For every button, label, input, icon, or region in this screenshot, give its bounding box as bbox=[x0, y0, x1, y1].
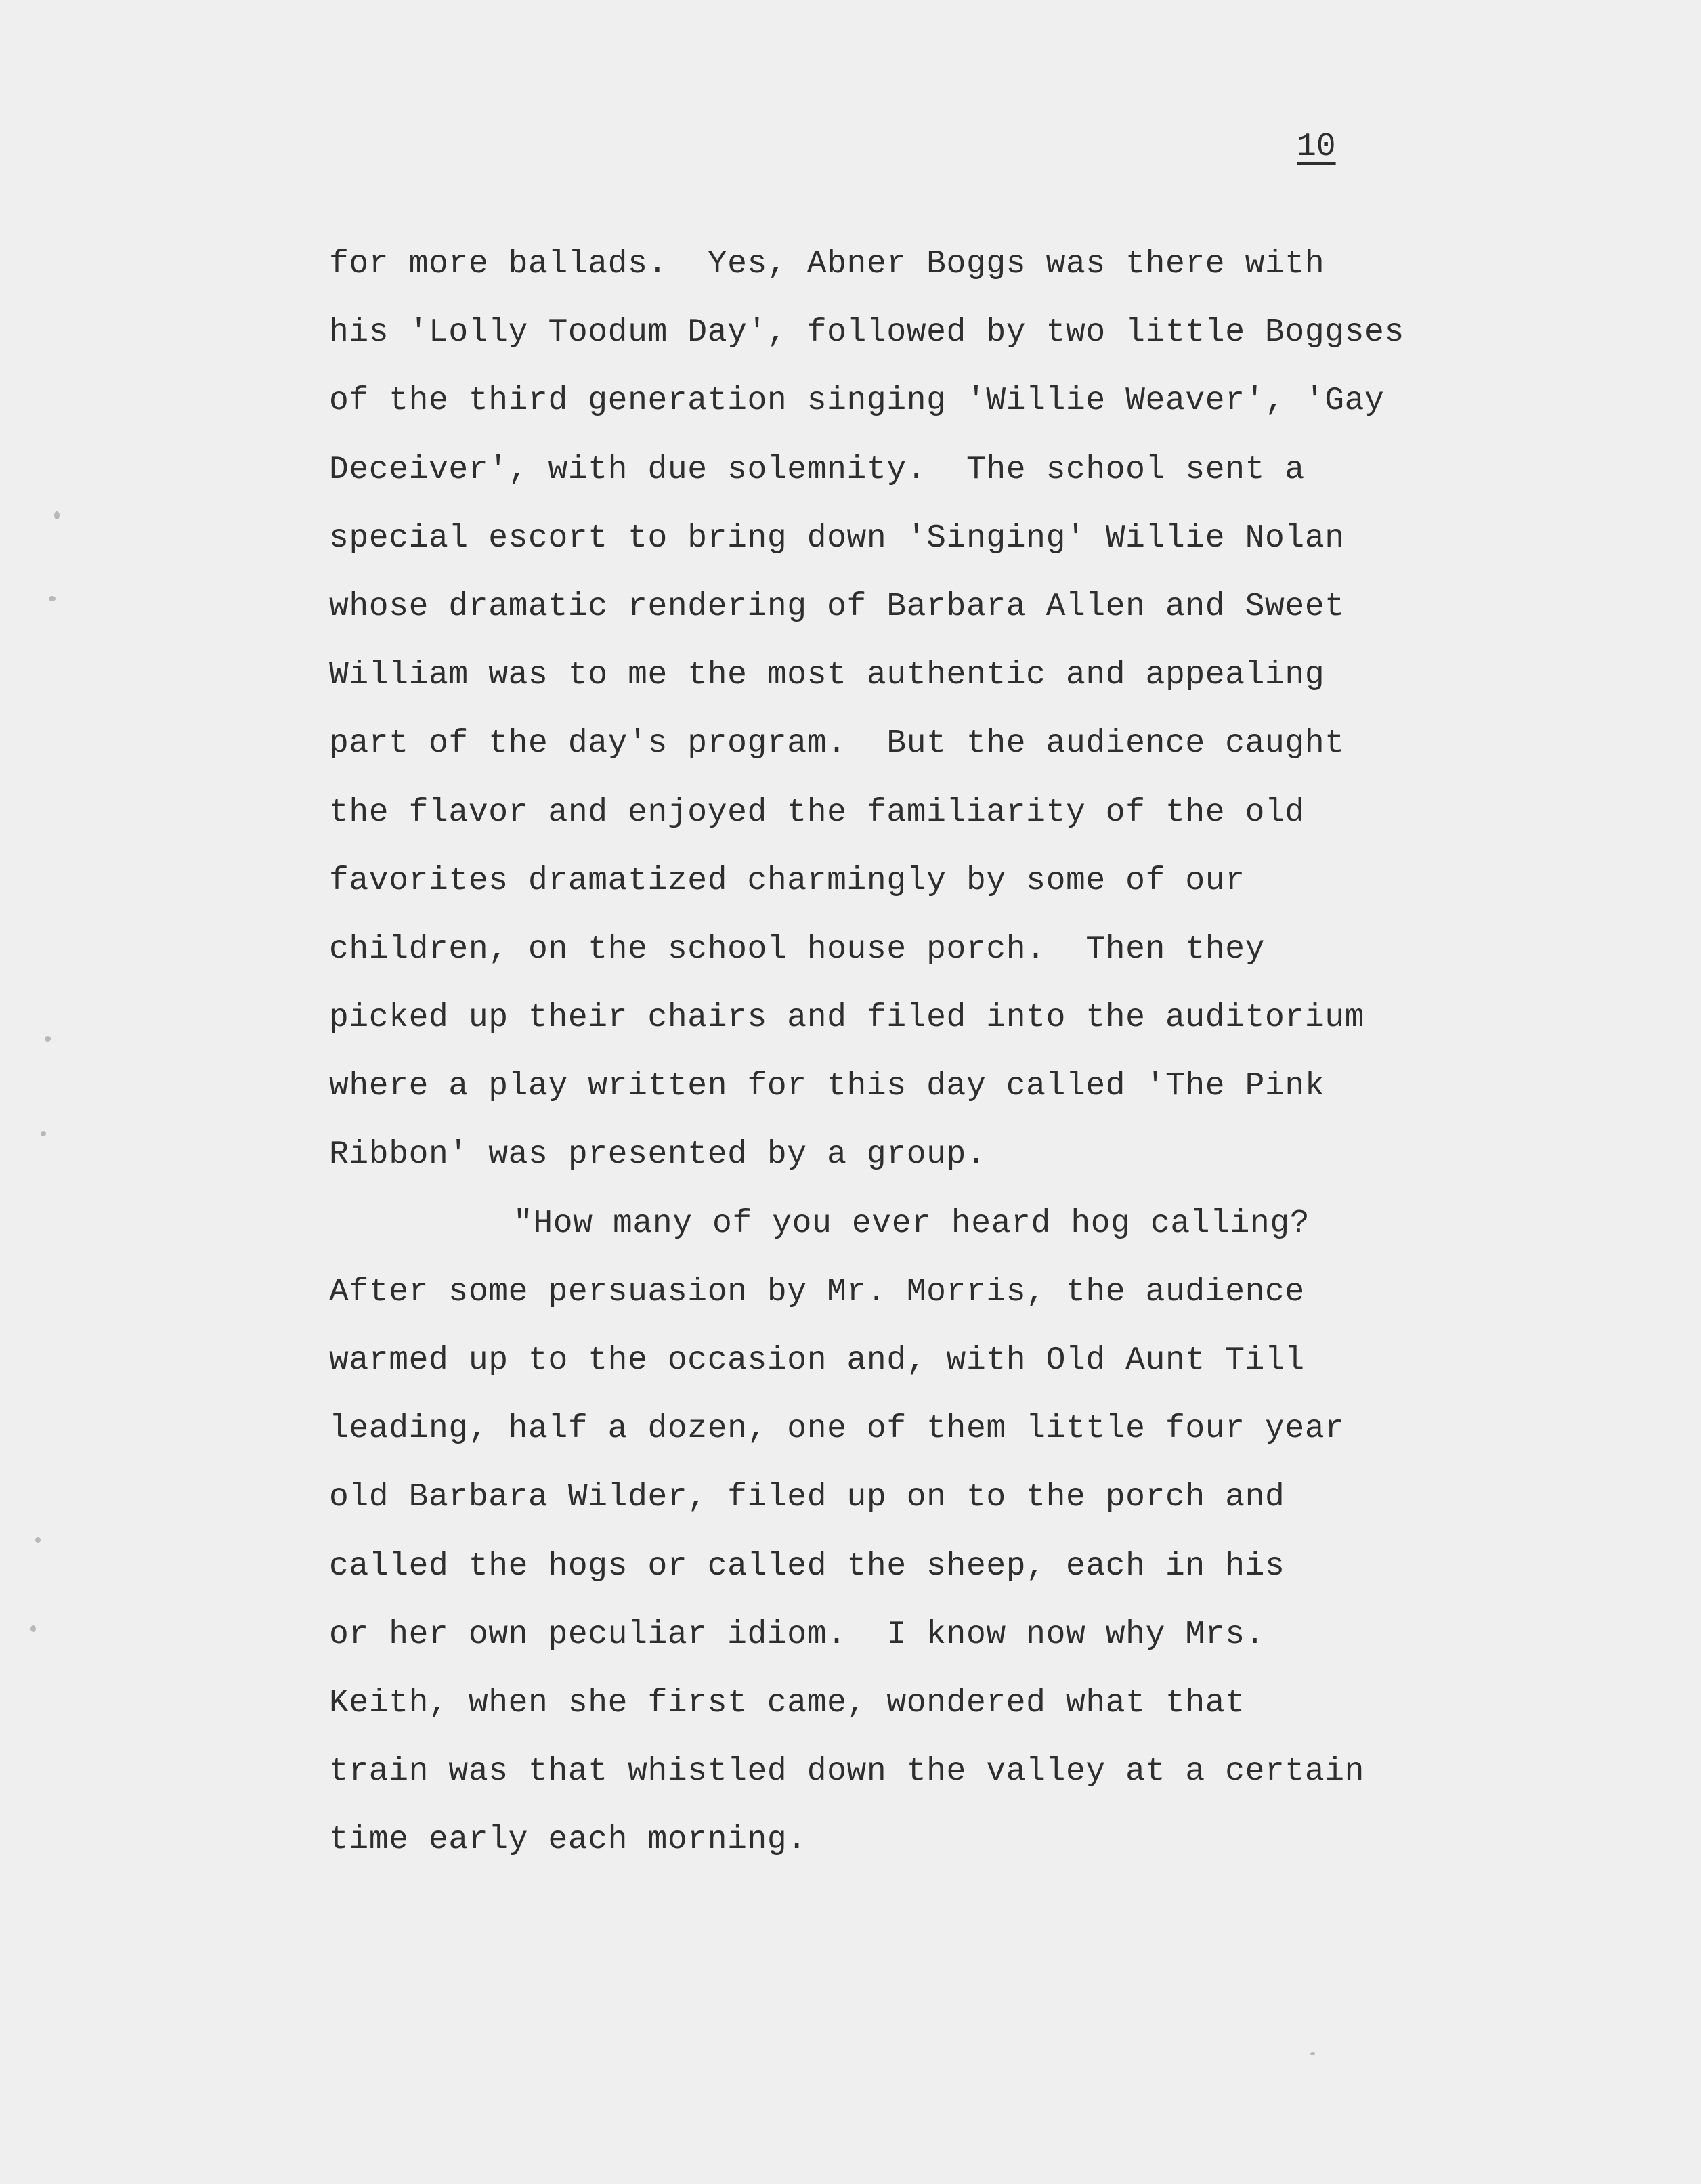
text-line: train was that whistled down the valley at a certain bbox=[329, 1753, 1365, 1791]
text-line: William was to me the most authentic and appealing bbox=[329, 657, 1325, 694]
text-line: favorites dramatized charmingly by some of our bbox=[329, 862, 1245, 899]
text-line: leading, half a dozen, one of them little four year bbox=[329, 1411, 1345, 1448]
paper-speck bbox=[35, 1537, 41, 1543]
paper-speck bbox=[45, 1036, 51, 1042]
text-line: old Barbara Wilder, filed up on to the porch and bbox=[329, 1479, 1285, 1516]
text-line: called the hogs or called the sheep, each in his bbox=[329, 1547, 1285, 1585]
text-line: After some persuasion by Mr. Morris, the audience bbox=[329, 1273, 1305, 1310]
text-line: children, on the school house porch. Then they bbox=[329, 930, 1266, 968]
paper-speck bbox=[54, 511, 60, 519]
paragraph-2 bbox=[329, 1190, 1404, 1875]
text-line: Deceiver', with due solemnity. The school sent a bbox=[329, 451, 1305, 488]
paper-speck bbox=[41, 1131, 46, 1136]
text-line: whose dramatic rendering of Barbara Allen and Sweet bbox=[329, 588, 1345, 625]
page-number: 10 bbox=[1297, 129, 1336, 165]
paper-speck bbox=[49, 596, 56, 601]
text-line: his 'Lolly Toodum Day', followed by two little Boggses bbox=[329, 314, 1404, 351]
paragraph-1 bbox=[329, 230, 1404, 1190]
text-line: part of the day's program. But the audience caught bbox=[329, 725, 1345, 763]
text-line: Ribbon' was presented by a group. bbox=[329, 1136, 987, 1174]
text-line: warmed up to the occasion and, with Old Aunt Till bbox=[329, 1342, 1305, 1379]
text-line: where a play written for this day called 'The Pink bbox=[329, 1068, 1325, 1105]
text-line: the flavor and enjoyed the familiarity of the old bbox=[329, 794, 1305, 831]
paper-speck bbox=[1310, 2052, 1315, 2055]
text-line: "How many of you ever heard hog calling? bbox=[513, 1205, 1310, 1242]
text-line: time early each morning. bbox=[329, 1822, 807, 1859]
text-line: special escort to bring down 'Singing' Willie Nolan bbox=[329, 519, 1345, 557]
text-line: picked up their chairs and filed into the auditorium bbox=[329, 1000, 1365, 1037]
paper-speck bbox=[30, 1625, 36, 1632]
document-body bbox=[329, 230, 1404, 1875]
text-line: for more ballads. Yes, Abner Boggs was there with bbox=[329, 246, 1325, 282]
text-line: of the third generation singing 'Willie Weaver', 'Gay bbox=[329, 383, 1385, 420]
text-line: or her own peculiar idiom. I know now why Mrs. bbox=[329, 1616, 1266, 1653]
text-line: Keith, when she first came, wondered what that bbox=[329, 1684, 1245, 1721]
